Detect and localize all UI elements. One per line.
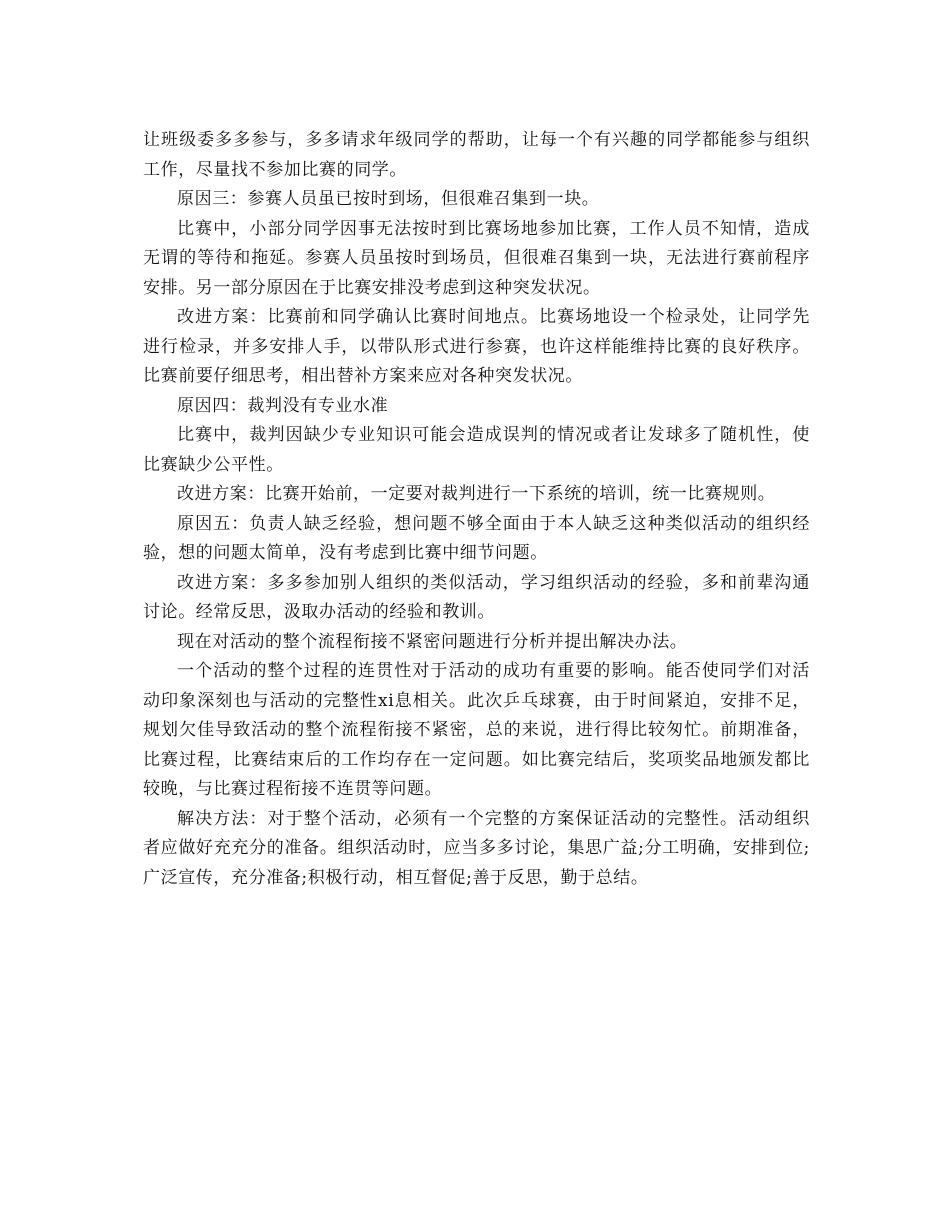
paragraph-solution: 解决方法：对于整个活动，必须有一个完整的方案保证活动的完整性。活动组织者应做好充充分的准备。组织活动时，应当多多讨论，集思广益;分工明确，安排到位;广泛宣传，充分准备;积极行动，相互督促;善于反思，勤于总结。 bbox=[143, 808, 810, 888]
paragraph-reason-four: 原因四：裁判没有专业水准 bbox=[177, 395, 389, 416]
paragraph-continuation: 让班级委多多参与，多多请求年级同学的帮助，让每一个有兴趣的同学都能参与组织工作，尽量找不参加比赛的同学。 bbox=[143, 130, 810, 180]
paragraph-reason-five: 原因五：负责人缺乏经验，想问题不够全面由于本人缺乏这种类似活动的组织经验，想的问题太简单，没有考虑到比赛中细节问题。 bbox=[143, 513, 810, 563]
paragraph-improvement-four: 改进方案：比赛开始前，一定要对裁判进行一下系统的培训，统一比赛规则。 bbox=[177, 484, 776, 504]
paragraph-process-intro: 现在对活动的整个流程衔接不紧密问题进行分析并提出解决办法。 bbox=[177, 631, 688, 652]
paragraph-improvement-five: 改进方案：多多参加别人组织的类似活动，学习组织活动的经验，多和前辈沟通讨论。经常反思，汲取办活动的经验和教训。 bbox=[143, 572, 810, 622]
paragraph-reason-three: 原因三：参赛人员虽已按时到场，但很难召集到一块。 bbox=[177, 189, 600, 209]
paragraph-improvement-three: 改进方案：比赛前和同学确认比赛时间地点。比赛场地设一个检录处，让同学先进行检录，并多安排人手，以带队形式进行参赛，也许这样能维持比赛的良好秩序。比赛前要仔细思考，相出替补方案来应对各种突发状况。 bbox=[143, 307, 810, 386]
paragraph-process-analysis: 一个活动的整个过程的连贯性对于活动的成功有重要的影响。能否使同学们对活动印象深刻也与活动的完整性xi息相关。此次乒乓球赛，由于时间紧迫，安排不足，规划欠佳导致活动的整个流程衔接不紧密，总的来说，进行得比较匆忙。前期准备，比赛过程，比赛结束后的工作均存在一定问题。如比赛完结后，奖项奖品地颁发都比较晚，与比赛过程衔接不连贯等问题。 bbox=[143, 661, 810, 799]
paragraph-reason-three-detail: 比赛中，小部分同学因事无法按时到比赛场地参加比赛，工作人员不知情，造成无谓的等待和拖延。参赛人员虽按时到场员，但很难召集到一块，无法进行赛前程序安排。另一部分原因在于比赛安排没考虑到这种突发状况。 bbox=[143, 218, 810, 298]
paragraph-reason-four-detail: 比赛中，裁判因缺少专业知识可能会造成误判的情况或者让发球多了随机性，使比赛缺少公平性。 bbox=[143, 425, 810, 475]
